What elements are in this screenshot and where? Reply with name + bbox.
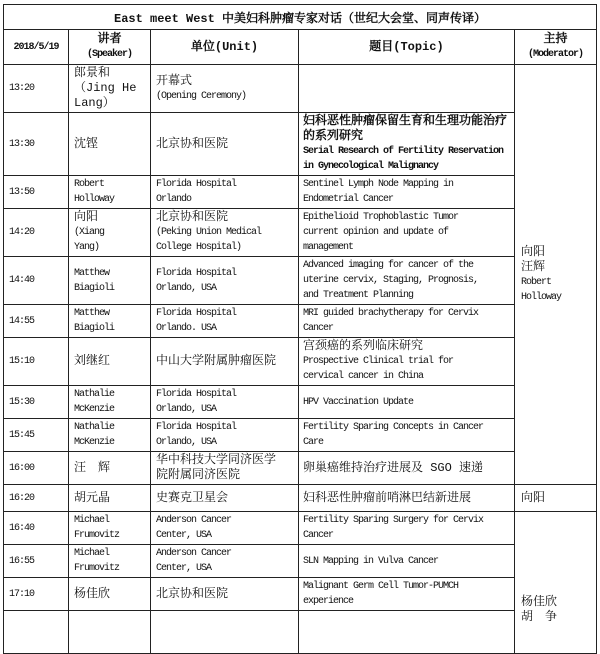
speaker-cell xyxy=(69,386,151,419)
text-line: 北京协和医院 xyxy=(156,586,229,601)
text-line: 北京协和医院 xyxy=(156,136,229,151)
text-line: Cancer xyxy=(303,323,334,334)
speaker-cell xyxy=(69,338,151,386)
speaker-cell xyxy=(69,113,151,176)
text-line: 院附属同济医院 xyxy=(156,468,241,482)
text-line: 刘继红 xyxy=(74,354,111,368)
table-row xyxy=(4,452,597,485)
text-line: 妇科恶性肿瘤保留生育和生理功能治疗 xyxy=(303,114,508,128)
text-line: Florida Hospital xyxy=(156,267,237,279)
time-cell xyxy=(4,209,69,257)
speaker-cell xyxy=(69,452,151,485)
text-line: MRI guided brachytherapy for Cervix xyxy=(303,308,479,319)
speaker-cell xyxy=(69,257,151,305)
text-line: 15:30 xyxy=(9,396,35,408)
text-line: SLN Mapping in Vulva Cancer xyxy=(303,555,439,567)
column-header-moderator xyxy=(515,30,597,65)
table-row xyxy=(4,545,597,578)
text-line: 郎景和 xyxy=(74,66,111,80)
header-row xyxy=(4,30,597,65)
speaker-cell xyxy=(69,305,151,338)
table-row xyxy=(4,209,597,257)
speaker-cell xyxy=(69,512,151,545)
moderator-cell xyxy=(515,65,597,485)
text-line: Fertility Sparing Surgery for Cervix xyxy=(303,515,484,526)
speaker-cell xyxy=(69,209,151,257)
text-line: 杨佳欣 xyxy=(74,586,111,601)
text-line: Fertility Sparing Concepts in Cancer xyxy=(303,422,484,433)
text-line: McKenzie xyxy=(74,437,115,448)
text-line: 宫颈癌的系列临床研究 xyxy=(303,339,424,353)
text-line: (Moderator) xyxy=(528,49,584,60)
text-line: Center, USA xyxy=(156,563,212,574)
unit-cell xyxy=(151,452,299,485)
text-line: Florida Hospital xyxy=(156,422,237,433)
text-line: 杨佳欣 xyxy=(521,595,558,609)
text-line: Frumovitz xyxy=(74,530,120,541)
text-line: Advanced imaging for cancer of the xyxy=(303,260,474,271)
time-cell xyxy=(4,338,69,386)
text-line: Orlando xyxy=(156,194,192,205)
table-row xyxy=(4,578,597,611)
topic-cell xyxy=(299,257,515,305)
text-line: 14:40 xyxy=(9,275,35,286)
text-line: Frumovitz xyxy=(74,563,120,574)
text-line: 胡 争 xyxy=(521,610,558,624)
table-row xyxy=(4,305,597,338)
table-row xyxy=(4,419,597,452)
text-line: 的系列研究 xyxy=(303,129,364,143)
text-line: Anderson Cancer xyxy=(156,515,232,526)
text-line: 16:20 xyxy=(9,492,35,504)
text-line: 14:20 xyxy=(9,227,35,238)
time-cell xyxy=(4,512,69,545)
text-line: Care xyxy=(303,437,324,448)
topic-cell xyxy=(299,209,515,257)
time-cell xyxy=(4,485,69,512)
text-line: (Peking Union Medical xyxy=(156,227,262,238)
unit-cell xyxy=(151,386,299,419)
text-line: 沈铿 xyxy=(74,136,99,151)
text-line: 主持 xyxy=(543,32,568,46)
topic-cell xyxy=(299,176,515,209)
text-line: Malignant Germ Cell Tumor-PUMCH xyxy=(303,581,459,592)
text-line: Holloway xyxy=(74,194,115,205)
document-page xyxy=(3,4,596,654)
text-line: 15:45 xyxy=(9,429,35,441)
table-row xyxy=(4,257,597,305)
text-line: (Opening Ceremony) xyxy=(156,90,247,102)
time-cell xyxy=(4,386,69,419)
text-line: Florida Hospital xyxy=(156,179,237,190)
text-line: 北京协和医院 xyxy=(156,210,229,224)
text-line: Prospective Clinical trial for xyxy=(303,356,454,367)
table-row xyxy=(4,386,597,419)
topic-cell xyxy=(299,545,515,578)
title-row xyxy=(4,5,597,30)
unit-cell xyxy=(151,512,299,545)
text-line: 14:55 xyxy=(9,315,35,327)
text-line: Lang） xyxy=(74,96,115,110)
text-line: 卵巢癌维持治疗进展及 SGO 速递 xyxy=(303,460,484,475)
text-line: Matthew xyxy=(74,267,110,279)
unit-cell xyxy=(151,305,299,338)
topic-cell xyxy=(299,65,515,113)
text-line: 华中科技大学同济医学 xyxy=(156,453,277,467)
text-line: 中山大学附属肿瘤医院 xyxy=(156,354,277,368)
speaker-cell xyxy=(69,65,151,113)
speaker-cell xyxy=(69,176,151,209)
text-line: Cancer xyxy=(303,530,334,541)
text-line: Nathalie xyxy=(74,422,115,433)
topic-cell xyxy=(299,305,515,338)
column-header-unit xyxy=(151,30,299,65)
text-line: Orlando, USA xyxy=(156,404,217,415)
time-cell xyxy=(4,305,69,338)
text-line: 15:10 xyxy=(9,356,35,367)
text-line: Orlando, USA xyxy=(156,282,217,294)
text-line: Robert xyxy=(521,276,552,288)
topic-cell xyxy=(299,338,515,386)
text-line: Biagioli xyxy=(74,282,115,294)
text-line: 2018/5/19 xyxy=(13,41,59,53)
unit-cell xyxy=(151,176,299,209)
text-line: Florida Hospital xyxy=(156,308,237,319)
table-row xyxy=(4,65,597,113)
schedule-table xyxy=(3,4,597,654)
moderator-cell xyxy=(515,512,597,654)
text-line: 妇科恶性肿瘤前哨淋巴结新进展 xyxy=(303,490,472,505)
text-line: Michael xyxy=(74,548,110,559)
table-title: East meet West 中美妇科肿瘤专家对话（世纪大会堂、同声传译） xyxy=(4,5,597,30)
text-line: Orlando, USA xyxy=(156,437,217,448)
text-line: 开幕式 xyxy=(156,73,193,88)
text-line: 胡元晶 xyxy=(74,490,111,505)
text-line: 向阳 xyxy=(74,210,99,224)
time-cell xyxy=(4,452,69,485)
text-line: Endometrial Cancer xyxy=(303,194,394,205)
unit-cell xyxy=(151,257,299,305)
topic-cell xyxy=(299,113,515,176)
text-line: 向阳 xyxy=(521,244,546,259)
text-line: Center, USA xyxy=(156,530,212,541)
text-line: 向阳 xyxy=(521,490,546,505)
text-line: management xyxy=(303,242,354,253)
text-line: Epithelioid Trophoblastic Tumor xyxy=(303,212,459,223)
text-line: 16:40 xyxy=(9,522,35,534)
table-row xyxy=(4,176,597,209)
unit-cell xyxy=(151,338,299,386)
column-header-date xyxy=(4,30,69,65)
table-row xyxy=(4,113,597,176)
time-cell xyxy=(4,257,69,305)
text-line: Holloway xyxy=(521,291,562,303)
text-line: 史赛克卫星会 xyxy=(156,490,229,505)
text-line: HPV Vaccination Update xyxy=(303,396,414,408)
text-line: Biagioli xyxy=(74,323,115,334)
time-cell xyxy=(4,545,69,578)
text-line: 13:50 xyxy=(9,186,35,198)
text-line: Nathalie xyxy=(74,389,115,400)
speaker-cell xyxy=(69,545,151,578)
text-line: Robert xyxy=(74,179,105,190)
text-line: Florida Hospital xyxy=(156,389,237,400)
text-line: uterine cervix, Staging, Prognosis, xyxy=(303,275,479,286)
unit-cell xyxy=(151,545,299,578)
unit-cell xyxy=(151,578,299,611)
text-line: Matthew xyxy=(74,308,110,319)
text-line: 汪 辉 xyxy=(74,460,111,475)
text-line: Yang) xyxy=(74,242,100,253)
text-line: 16:00 xyxy=(9,462,35,474)
unit-cell xyxy=(151,65,299,113)
text-line: 讲者 xyxy=(97,32,122,46)
topic-cell xyxy=(299,578,515,611)
topic-cell xyxy=(299,485,515,512)
speaker-cell xyxy=(69,578,151,611)
table-row xyxy=(4,512,597,545)
text-line: cervical cancer in China xyxy=(303,371,424,382)
column-header-speaker xyxy=(69,30,151,65)
text-line: McKenzie xyxy=(74,404,115,415)
text-line: Orlando. USA xyxy=(156,323,217,334)
text-line: Anderson Cancer xyxy=(156,548,232,559)
text-line: experience xyxy=(303,596,354,607)
text-line: 题目(Topic) xyxy=(369,39,444,54)
time-cell xyxy=(4,578,69,611)
text-line: 17:10 xyxy=(9,588,35,600)
time-cell xyxy=(4,176,69,209)
topic-cell xyxy=(299,452,515,485)
text-line: (Speaker) xyxy=(86,49,132,60)
text-line: 13:30 xyxy=(9,138,35,150)
topic-cell xyxy=(299,512,515,545)
text-line: 16:55 xyxy=(9,555,35,567)
unit-cell xyxy=(151,485,299,512)
time-cell xyxy=(4,65,69,113)
text-line: Michael xyxy=(74,515,110,526)
time-cell xyxy=(4,419,69,452)
text-line: in Gynecological Malignancy xyxy=(303,161,439,172)
table-row xyxy=(4,485,597,512)
text-line: College Hospital) xyxy=(156,242,242,253)
text-line: Sentinel Lymph Node Mapping in xyxy=(303,179,454,190)
speaker-cell xyxy=(69,419,151,452)
moderator-cell xyxy=(515,485,597,512)
text-line: (Xiang xyxy=(74,227,105,238)
text-line: （Jing He xyxy=(74,81,137,95)
topic-cell xyxy=(299,419,515,452)
unit-cell xyxy=(151,209,299,257)
unit-cell xyxy=(151,419,299,452)
text-line: 单位(Unit) xyxy=(190,39,259,54)
unit-cell xyxy=(151,113,299,176)
text-line: Serial Research of Fertility Reservation xyxy=(303,146,504,157)
column-header-topic xyxy=(299,30,515,65)
text-line: 13:20 xyxy=(9,83,35,94)
topic-cell xyxy=(299,386,515,419)
time-cell xyxy=(4,113,69,176)
speaker-cell xyxy=(69,485,151,512)
table-row xyxy=(4,338,597,386)
text-line: 汪辉 xyxy=(521,259,546,274)
text-line: current opinion and update of xyxy=(303,227,449,238)
text-line: and Treatment Planning xyxy=(303,290,414,301)
